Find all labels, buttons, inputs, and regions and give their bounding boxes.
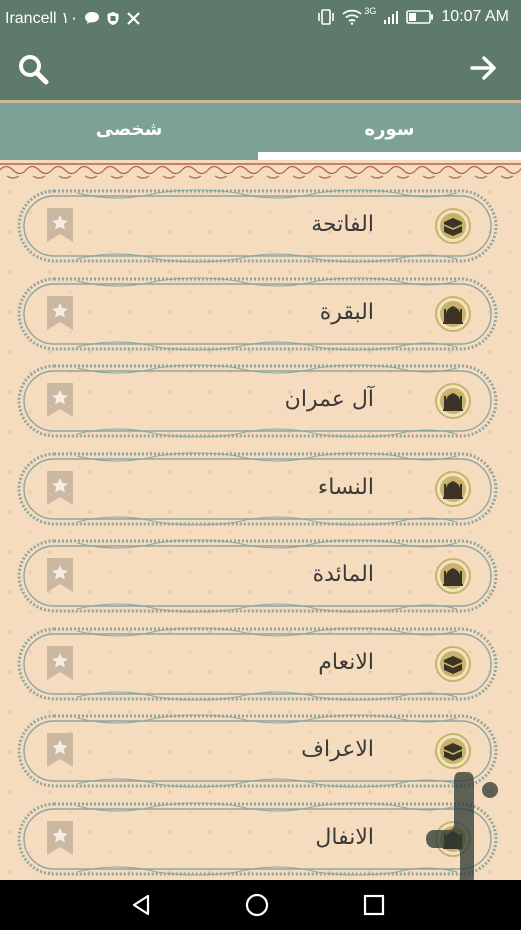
- surah-list-item[interactable]: [17, 189, 498, 263]
- surah-name: الفاتحة: [311, 212, 374, 237]
- surah-name: المائدة: [312, 562, 374, 587]
- surah-list-item[interactable]: [17, 539, 498, 613]
- kaaba-icon: [435, 646, 471, 682]
- chat-notification-icon: [84, 11, 100, 25]
- carrier-label: Irancell ۱۰: [5, 10, 79, 27]
- network-type-label: 3G: [364, 6, 377, 16]
- surah-list-item[interactable]: [17, 277, 498, 351]
- app-toolbar: [0, 36, 521, 100]
- tab-personal[interactable]: شخصی: [95, 119, 163, 140]
- wifi-icon: [342, 9, 362, 25]
- search-icon[interactable]: [16, 52, 50, 86]
- home-nav-icon[interactable]: [245, 893, 269, 917]
- bookmark-star-icon[interactable]: [45, 557, 75, 593]
- bookmark-star-icon[interactable]: [45, 820, 75, 856]
- status-bar: [0, 0, 521, 36]
- ornate-frame: [17, 189, 498, 263]
- surah-name: البقرة: [319, 299, 374, 325]
- surah-name: الانعام: [318, 649, 374, 675]
- ornate-frame: [17, 452, 498, 526]
- surah-list-item[interactable]: [17, 452, 498, 526]
- ornamental-border: [0, 160, 521, 182]
- mosque-icon: [435, 471, 471, 507]
- mosque-icon: [435, 558, 471, 594]
- ornate-frame: [17, 277, 498, 351]
- bookmark-star-icon[interactable]: [45, 732, 75, 768]
- surah-list-item[interactable]: [17, 364, 498, 438]
- ornate-frame: [17, 627, 498, 701]
- mosque-icon: [435, 383, 471, 419]
- bookmark-star-icon[interactable]: [45, 382, 75, 418]
- tab-surah[interactable]: سوره: [364, 119, 415, 140]
- bookmark-star-icon[interactable]: [45, 470, 75, 506]
- surah-name: آل عمران: [284, 387, 374, 412]
- ornate-frame: [17, 539, 498, 613]
- surah-name: الاعراف: [301, 737, 374, 762]
- surah-name: الانفال: [315, 824, 374, 850]
- clock-label: 10:07 AM: [441, 8, 509, 25]
- arrow-right-icon[interactable]: [469, 53, 499, 83]
- back-nav-icon[interactable]: [129, 893, 153, 917]
- bookmark-star-icon[interactable]: [45, 645, 75, 681]
- surah-name: النساء: [317, 474, 374, 500]
- tools-notification-icon: [126, 11, 141, 26]
- bookmark-star-icon[interactable]: [45, 207, 75, 243]
- tab-selected-indicator: [258, 152, 521, 160]
- shield-notification-icon: [106, 11, 120, 26]
- mosque-icon: [435, 296, 471, 332]
- kaaba-icon: [435, 733, 471, 769]
- surah-list-item[interactable]: [17, 627, 498, 701]
- recents-nav-icon[interactable]: [362, 893, 386, 917]
- system-navigation-bar: [0, 880, 521, 930]
- signal-icon: [383, 9, 399, 25]
- bookmark-star-icon[interactable]: [45, 295, 75, 331]
- ornate-frame: [17, 364, 498, 438]
- kaaba-icon: [435, 208, 471, 244]
- vibrate-icon: [317, 9, 335, 25]
- battery-icon: [406, 10, 434, 24]
